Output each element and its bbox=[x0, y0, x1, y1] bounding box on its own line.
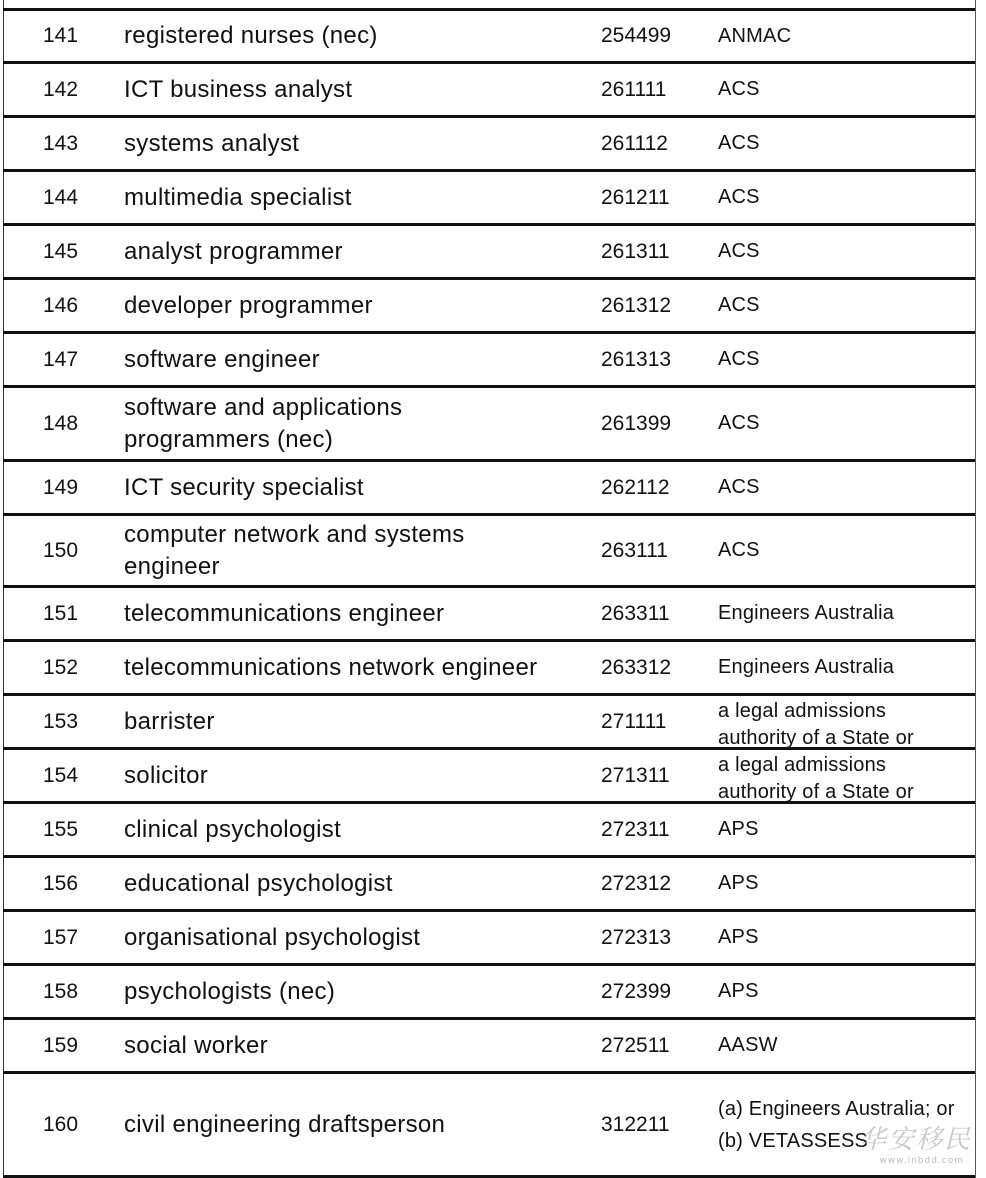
table-row bbox=[3, 642, 975, 696]
authority-option: (a) Engineers Australia; or bbox=[718, 1097, 955, 1120]
occupation-text: registered nurses (nec) bbox=[124, 22, 378, 49]
table-row bbox=[3, 226, 975, 280]
anzsco-code: 272312 bbox=[601, 871, 672, 895]
authority-text: Engineers Australia bbox=[718, 602, 895, 624]
occupation-text: software and applications programmers (nec) bbox=[124, 393, 403, 453]
anzsco-code: 261399 bbox=[601, 411, 672, 435]
assessing-authority bbox=[718, 804, 974, 855]
occupation-text: ICT business analyst bbox=[124, 75, 353, 103]
authority-text: ACS bbox=[718, 539, 760, 561]
anzsco-code: 263111 bbox=[601, 538, 668, 562]
table-row bbox=[3, 912, 975, 966]
occupation-text: educational psychologist bbox=[124, 869, 393, 897]
anzsco-code: 272313 bbox=[601, 925, 672, 949]
assessing-authority bbox=[718, 516, 974, 585]
occupation-table bbox=[3, 8, 975, 1178]
table-row bbox=[3, 858, 975, 912]
row-number: 159 bbox=[43, 1033, 79, 1057]
occupation-name bbox=[124, 118, 594, 169]
occupation-text: software engineer bbox=[124, 345, 320, 373]
anzsco-code: 254499 bbox=[601, 24, 672, 47]
authority-text: APS bbox=[718, 980, 759, 1002]
occupation-name bbox=[124, 462, 594, 513]
authority-text: ACS bbox=[718, 132, 760, 154]
table-row bbox=[3, 588, 975, 642]
anzsco-code: 261311 bbox=[601, 239, 670, 263]
occupation-name bbox=[124, 588, 594, 639]
row-number: 151 bbox=[43, 601, 79, 625]
table-row bbox=[3, 966, 975, 1020]
assessing-authority bbox=[718, 912, 974, 963]
occupation-text: clinical psychologist bbox=[124, 815, 342, 843]
row-number: 158 bbox=[43, 979, 79, 1003]
watermark-logo: 华安移民 bbox=[859, 1125, 972, 1155]
row-number: 146 bbox=[43, 293, 79, 317]
occupation-text: social worker bbox=[124, 1031, 268, 1059]
occupation-text: developer programmer bbox=[124, 291, 373, 319]
table-row bbox=[3, 334, 975, 388]
anzsco-code: 261312 bbox=[601, 293, 672, 317]
occupation-name bbox=[124, 226, 594, 277]
table-row bbox=[3, 804, 975, 858]
anzsco-code: 263311 bbox=[601, 601, 670, 625]
anzsco-code: 261112 bbox=[601, 131, 668, 155]
assessing-authority bbox=[718, 642, 974, 693]
occupation-name bbox=[124, 334, 594, 385]
table-row bbox=[3, 516, 975, 588]
assessing-authority bbox=[718, 462, 974, 513]
occupation-text: systems analyst bbox=[124, 129, 300, 157]
row-number: 155 bbox=[43, 817, 79, 841]
anzsco-code: 271111 bbox=[601, 709, 667, 733]
authority-text: ACS bbox=[718, 78, 760, 100]
assessing-authority bbox=[718, 588, 974, 639]
authority-text: a legal admissions authority of a State or bbox=[718, 754, 914, 803]
occupation-name bbox=[124, 858, 594, 909]
watermark-url: www.inbdd.com bbox=[879, 1156, 964, 1166]
occupation-text: telecommunications network engineer bbox=[124, 653, 538, 681]
occupation-text: analyst programmer bbox=[124, 237, 343, 265]
authority-text: ACS bbox=[718, 476, 760, 498]
occupation-name bbox=[124, 1020, 594, 1071]
occupation-name bbox=[124, 642, 594, 693]
occupation-name bbox=[124, 172, 594, 223]
row-number: 154 bbox=[43, 763, 79, 787]
occupation-text: solicitor bbox=[124, 761, 209, 789]
occupation-name bbox=[124, 804, 594, 855]
row-number: 147 bbox=[43, 347, 79, 371]
table-row bbox=[3, 280, 975, 334]
occupation-name bbox=[124, 966, 594, 1017]
table-row bbox=[3, 750, 975, 804]
anzsco-code: 312211 bbox=[601, 1112, 670, 1136]
row-number: 152 bbox=[43, 655, 79, 679]
occupation-name bbox=[124, 750, 594, 801]
row-number: 141 bbox=[43, 24, 79, 47]
assessing-authority bbox=[718, 11, 974, 61]
row-number: 143 bbox=[43, 131, 79, 155]
assessing-authority bbox=[718, 64, 974, 115]
table-row bbox=[3, 388, 975, 462]
table-row bbox=[3, 64, 975, 118]
assessing-authority bbox=[718, 750, 974, 801]
occupation-name bbox=[124, 64, 594, 115]
occupation-text: multimedia specialist bbox=[124, 183, 352, 211]
authority-text: APS bbox=[718, 818, 759, 840]
assessing-authority bbox=[718, 334, 974, 385]
table-row bbox=[3, 172, 975, 226]
row-number: 160 bbox=[43, 1112, 79, 1136]
authority-text: APS bbox=[718, 872, 759, 894]
table-frame-right-edge bbox=[975, 0, 976, 1178]
occupation-text: computer network and systems engineer bbox=[124, 520, 465, 580]
row-number: 148 bbox=[43, 411, 79, 435]
row-number: 149 bbox=[43, 475, 79, 499]
authority-text: ACS bbox=[718, 412, 760, 434]
row-number: 145 bbox=[43, 239, 79, 263]
assessing-authority bbox=[718, 1020, 974, 1071]
anzsco-code: 263312 bbox=[601, 655, 672, 679]
assessing-authority bbox=[718, 280, 974, 331]
row-number: 157 bbox=[43, 925, 79, 949]
occupation-name bbox=[124, 280, 594, 331]
authority-text: ACS bbox=[718, 240, 760, 262]
occupation-text: telecommunications engineer bbox=[124, 599, 445, 627]
anzsco-code: 262112 bbox=[601, 475, 670, 499]
authority-text: a legal admissions authority of a State or bbox=[718, 700, 914, 749]
row-number: 144 bbox=[43, 185, 79, 209]
table-row bbox=[3, 462, 975, 516]
occupation-name bbox=[124, 912, 594, 963]
occupation-text: organisational psychologist bbox=[124, 923, 421, 951]
occupation-name bbox=[124, 11, 594, 61]
row-number: 142 bbox=[43, 77, 79, 101]
anzsco-code: 261111 bbox=[601, 77, 667, 101]
authority-text: AASW bbox=[718, 1034, 778, 1056]
authority-text: ACS bbox=[718, 294, 760, 316]
table-row bbox=[3, 696, 975, 750]
anzsco-code: 261313 bbox=[601, 347, 672, 371]
anzsco-code: 272311 bbox=[601, 817, 670, 841]
table-row bbox=[3, 118, 975, 172]
occupation-name bbox=[124, 516, 504, 585]
occupation-text: ICT security specialist bbox=[124, 473, 364, 501]
occupation-name bbox=[124, 1074, 594, 1175]
occupation-text: psychologists (nec) bbox=[124, 977, 336, 1005]
anzsco-code: 272511 bbox=[601, 1033, 670, 1057]
assessing-authority bbox=[718, 226, 974, 277]
assessing-authority bbox=[718, 696, 974, 747]
table-row bbox=[3, 1074, 975, 1178]
row-number: 156 bbox=[43, 871, 79, 895]
occupation-text: barrister bbox=[124, 707, 215, 735]
row-number: 150 bbox=[43, 538, 79, 562]
authority-option: (b) VETASSESS bbox=[718, 1129, 869, 1152]
occupation-name bbox=[124, 388, 434, 459]
anzsco-code: 271311 bbox=[601, 763, 670, 787]
row-number: 153 bbox=[43, 709, 79, 733]
assessing-authority bbox=[718, 858, 974, 909]
authority-text: ANMAC bbox=[718, 24, 792, 47]
assessing-authority bbox=[718, 172, 974, 223]
authority-text: Engineers Australia bbox=[718, 656, 895, 678]
table-row bbox=[3, 1020, 975, 1074]
anzsco-code: 272399 bbox=[601, 979, 672, 1003]
occupation-text: civil engineering draftsperson bbox=[124, 1110, 446, 1138]
authority-text: ACS bbox=[718, 348, 760, 370]
authority-text: ACS bbox=[718, 186, 760, 208]
authority-text: APS bbox=[718, 926, 759, 948]
occupation-name bbox=[124, 696, 594, 747]
anzsco-code: 261211 bbox=[601, 185, 670, 209]
assessing-authority bbox=[718, 966, 974, 1017]
assessing-authority bbox=[718, 388, 974, 459]
assessing-authority bbox=[718, 118, 974, 169]
table-row bbox=[3, 11, 975, 64]
